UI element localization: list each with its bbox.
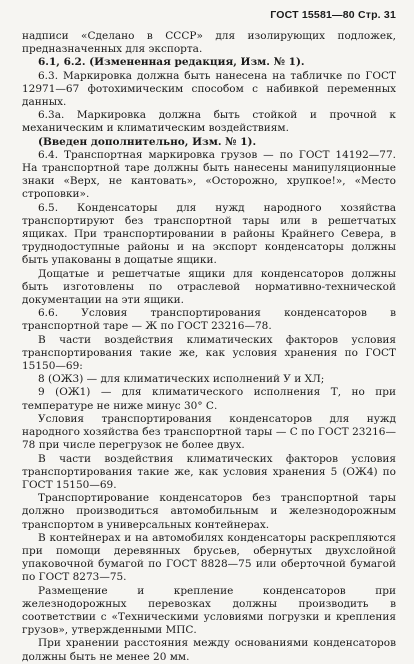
paragraph: 6.3а. Маркировка должна быть стойкой и прочной к механическим и климатическим воздействиям. [22, 109, 396, 135]
paragraph: В контейнерах и на автомобилях конденсаторы раскрепляются при помощи деревянных брусьев, обернутых двухслойной упаковочной бумагой по ГОСТ 8828—75 или оберточной бумагой по ГОСТ 8273—75. [22, 531, 396, 584]
paragraph: надписи «Сделано в СССР» для изолирующих подложек, предназначенных для экспорта. [22, 30, 396, 56]
paragraph: 9 (ОЖ1) — для климатического исполнения Т, но при температуре не ниже минус 30° С. [22, 386, 396, 412]
paragraph: В части воздействия климатических факторов условия транспортирования такие же, как условия хранения по ГОСТ 15150—69: [22, 333, 396, 373]
paragraph: При хранении расстояния между основаниями конденсаторов должны быть не менее 20 мм. [22, 637, 396, 663]
paragraph: 6.4. Транспортная маркировка грузов — по ГОСТ 14192—77. На транспортной таре должны быть нанесены манипуляционные знаки «Верх, не кантовать», «Осторожно, хрупкое!», «Место строповки». [22, 148, 396, 201]
paragraph: 6.5. Конденсаторы для нужд народного хозяйства транспортируют без транспортной тары или в решетчатых ящиках. При транспортировании в районы Крайнего Севера, в труднодоступные районы и на экспорт конденсаторы должны быть упакованы в дощатые ящики. [22, 201, 396, 267]
page-header: ГОСТ 15581—80 Стр. 31 [270, 9, 396, 21]
paragraph: Размещение и крепление конденсаторов при железнодорожных перевозках должны производить в соответствии с «Техническими условиями погрузки и крепления грузов», утвержденными МПС. [22, 584, 396, 637]
document-body [22, 30, 396, 664]
paragraph: (Введен дополнительно, Изм. № 1). [38, 135, 257, 148]
paragraph: 6.6. Условия транспортирования конденсаторов в транспортной таре — Ж по ГОСТ 23216—78. [22, 307, 396, 333]
paragraph: 8 (ОЖ3) — для климатических исполнений У и ХЛ; [38, 373, 325, 386]
paragraph: 6.1, 6.2. (Измененная редакция, Изм. № 1). [38, 56, 305, 69]
paragraph: В части воздействия климатических факторов условия транспортирования такие же, как условия хранения 5 (ОЖ4) по ГОСТ 15150—69. [22, 452, 396, 491]
paragraph: Транспортирование конденсаторов без транспортной тары должно производиться автомобильным и железнодорожным транспортом в универсальных контейнерах. [22, 492, 396, 531]
paragraph: 6.3. Маркировка должна быть нанесена на табличке по ГОСТ 12971—67 фотохимическим способом с набивкой переменных данных. [22, 69, 396, 109]
paragraph: Условия транспортирования конденсаторов для нужд народного хозяйства без транспортной тары — С по ГОСТ 23216—78 при числе перегрузок не более двух. [22, 412, 396, 452]
paragraph: Дощатые и решетчатые ящики для конденсаторов должны быть изготовлены по отраслевой нормативно-технической документации на эти ящики. [22, 267, 396, 307]
